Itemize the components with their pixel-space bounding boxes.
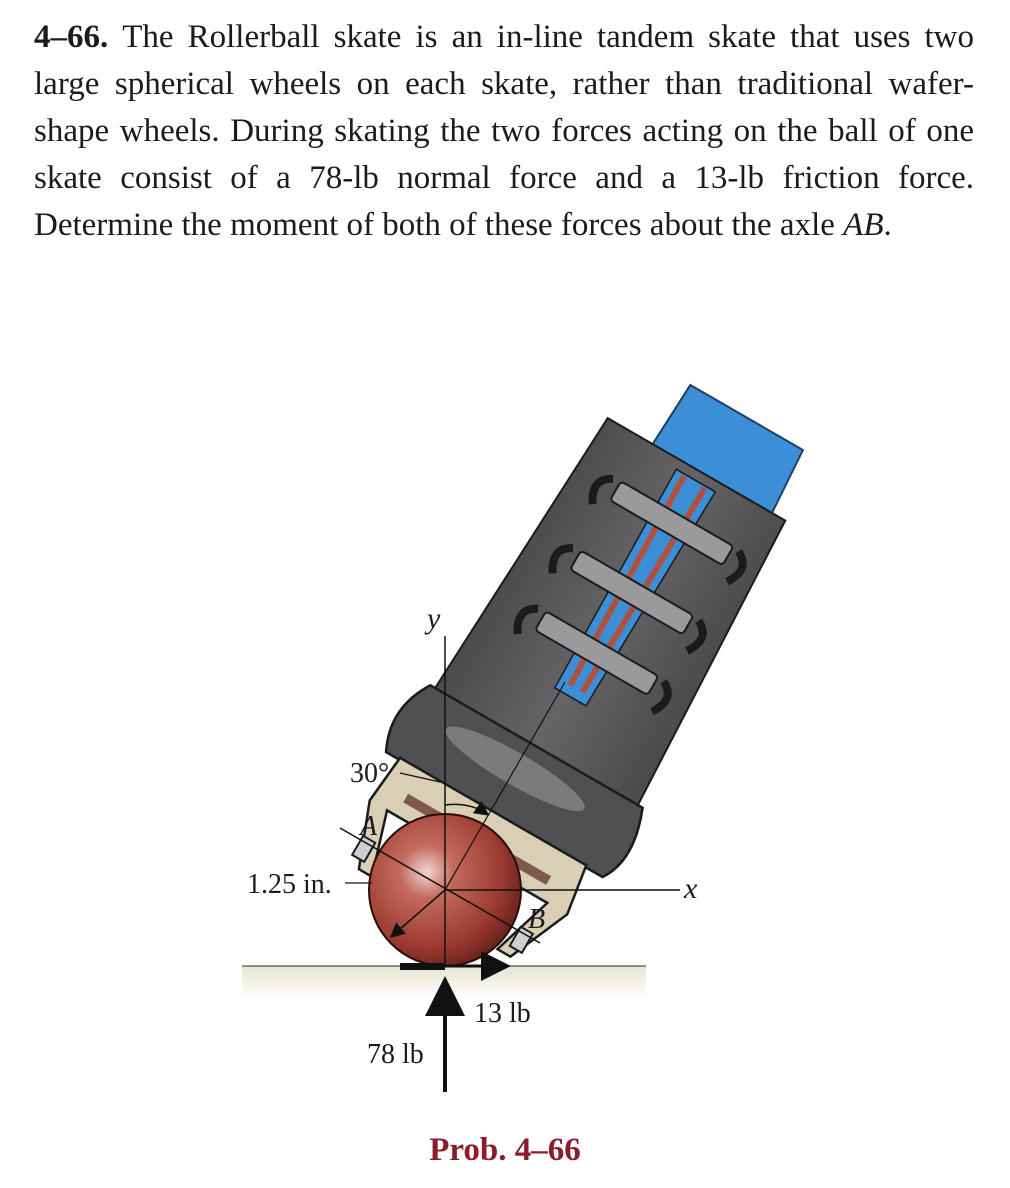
problem-number: 4–66.	[34, 19, 109, 55]
figure-caption: Prob. 4–66	[429, 1132, 581, 1168]
contact-patch	[400, 963, 445, 970]
point-b-label: B	[528, 904, 546, 935]
angle-label: 30°	[350, 758, 390, 789]
problem-text-end: .	[883, 207, 892, 243]
problem-text: The Rollerball skate is an in-line tandem skate that uses two large spherical wheels on each skate, rather than traditional wafer-shape wheels. During skating the two forces acting on the ball of one skate consist of a 78-lb normal force and a 13-lb friction force. Determine the moment of both of these forces about the axle	[34, 19, 974, 243]
axle-name: AB	[843, 207, 884, 243]
x-axis-label: x	[684, 872, 698, 905]
y-axis-label: y	[427, 602, 441, 635]
friction-force-label: 13 lb	[474, 998, 531, 1029]
point-a-label: A	[360, 811, 378, 842]
radius-label: 1.25 in.	[247, 869, 332, 900]
normal-force-label: 78 lb	[367, 1039, 424, 1070]
